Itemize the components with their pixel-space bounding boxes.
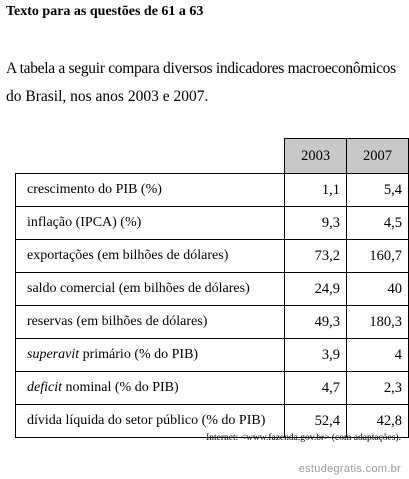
value-2003: 73,2 <box>285 240 347 273</box>
row-label: crescimento do PIB (%) <box>16 174 285 207</box>
intro-paragraph <box>6 55 404 111</box>
row-label: exportações (em bilhões de dólares) <box>16 240 285 273</box>
value-2003: 24,9 <box>285 273 347 306</box>
source-citation: Internet: <www.fazenda.gov.br> (com adaptações). <box>206 433 401 443</box>
indicators-table <box>15 138 409 438</box>
table-row <box>16 207 409 240</box>
intro-line-1: A tabela a seguir compara diversos indicadores macroeconômicos <box>6 60 396 77</box>
value-2007: 42,8 <box>346 405 408 438</box>
value-2003: 1,1 <box>285 174 347 207</box>
table-row <box>16 372 409 405</box>
value-2003: 49,3 <box>285 306 347 339</box>
intro-line-2: do Brasil, nos anos 2003 e 2007. <box>6 88 209 105</box>
value-2007: 4 <box>346 339 408 372</box>
row-label: reservas (em bilhões de dólares) <box>16 306 285 339</box>
value-2003: 4,7 <box>285 372 347 405</box>
row-label-italic: deficit <box>27 380 62 395</box>
row-label: dívida líquida do setor público (% do PIB) <box>16 405 285 438</box>
table-row <box>16 240 409 273</box>
value-2007: 5,4 <box>346 174 408 207</box>
header-blank-cell <box>16 139 285 174</box>
row-label-rest: nominal (% do PIB) <box>62 380 179 395</box>
value-2007: 4,5 <box>346 207 408 240</box>
value-2003: 9,3 <box>285 207 347 240</box>
header-2007: 2007 <box>346 139 408 174</box>
table-header-row <box>16 139 409 174</box>
value-2007: 2,3 <box>346 372 408 405</box>
section-title: Texto para as questões de 61 a 63 <box>6 4 204 19</box>
row-label-italic: superavit <box>27 347 80 362</box>
value-2007: 160,7 <box>346 240 408 273</box>
row-label: inflação (IPCA) (%) <box>16 207 285 240</box>
table-row <box>16 174 409 207</box>
row-label <box>16 339 285 372</box>
watermark: estudegratis.com.br <box>298 463 401 475</box>
header-2003: 2003 <box>285 139 347 174</box>
value-2003: 3,9 <box>285 339 347 372</box>
table-row <box>16 273 409 306</box>
row-label: saldo comercial (em bilhões de dólares) <box>16 273 285 306</box>
row-label-rest: primário (% do PIB) <box>79 347 199 362</box>
row-label <box>16 372 285 405</box>
table-row <box>16 339 409 372</box>
table-row <box>16 306 409 339</box>
value-2007: 180,3 <box>346 306 408 339</box>
value-2007: 40 <box>346 273 408 306</box>
value-2003: 52,4 <box>285 405 347 438</box>
